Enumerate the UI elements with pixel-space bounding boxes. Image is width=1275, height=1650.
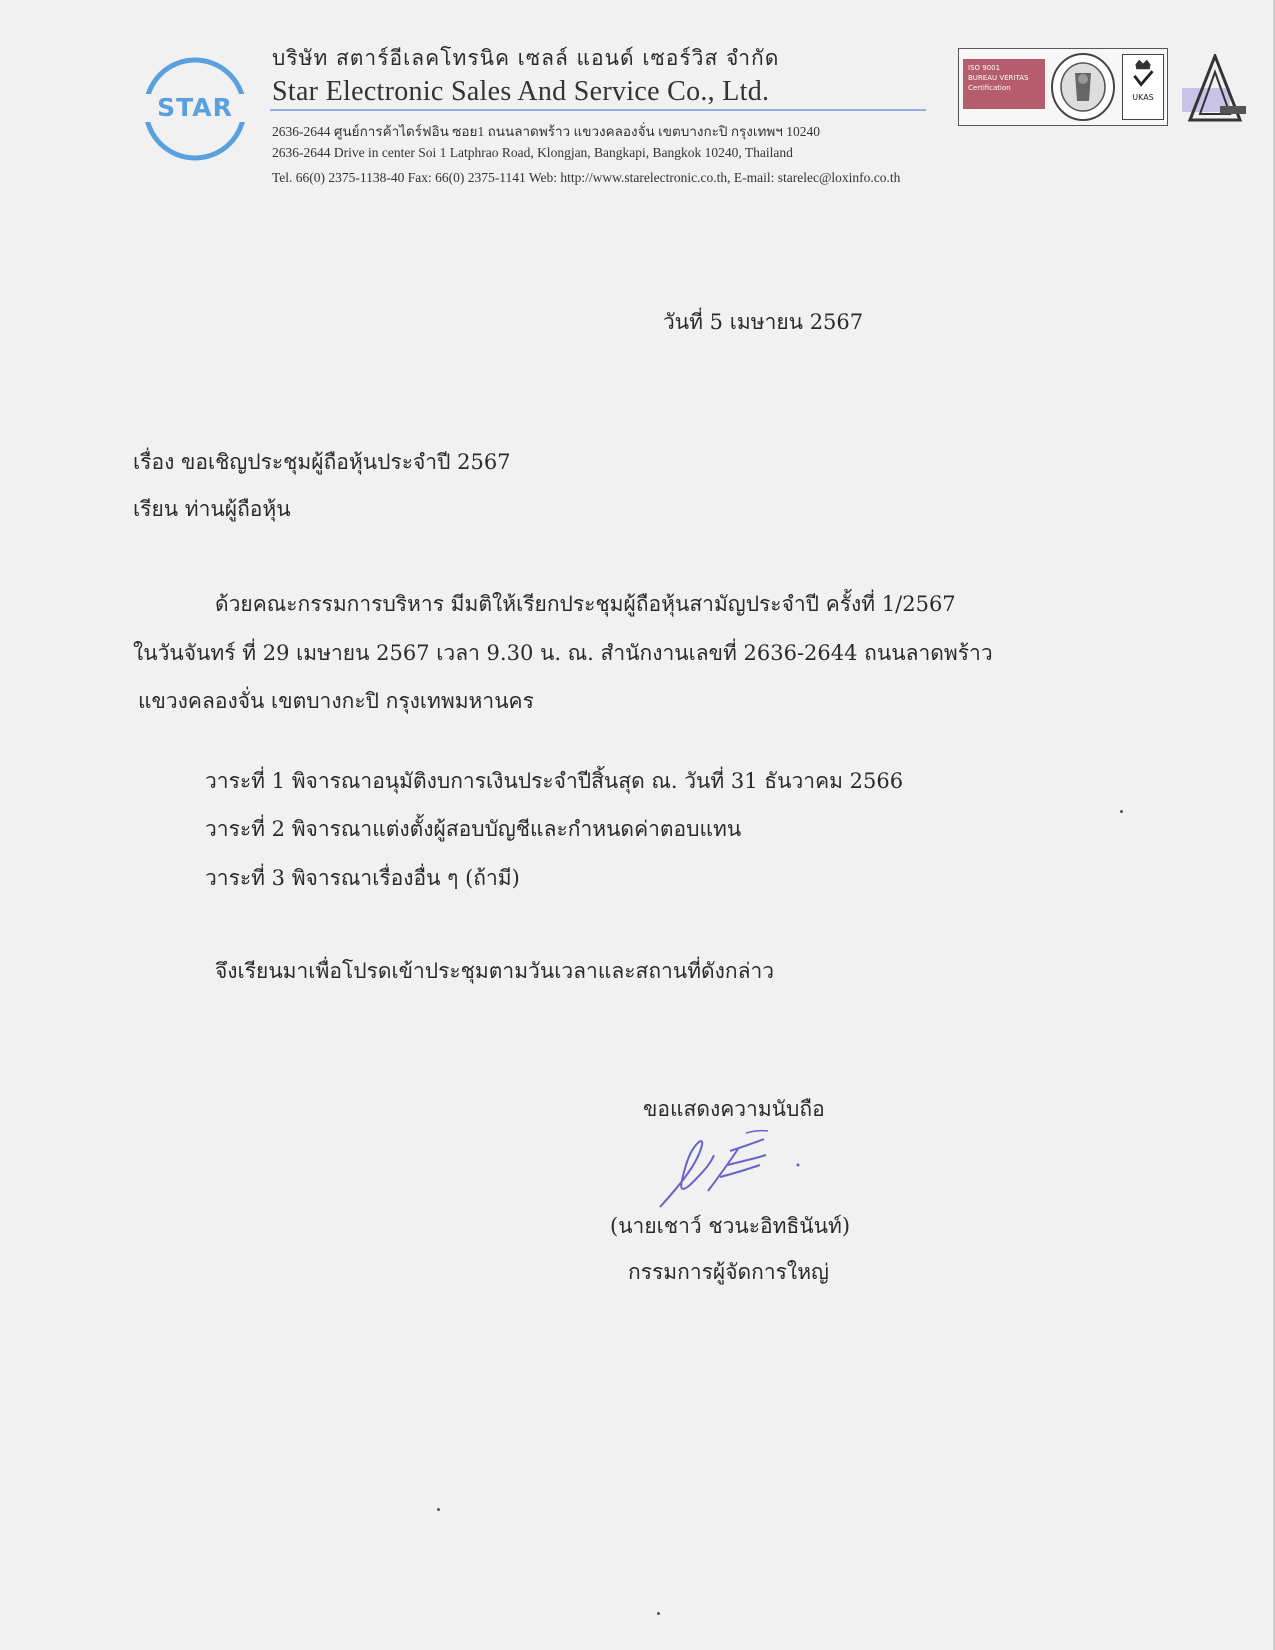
ukas-mark <box>1122 54 1164 120</box>
body-line-3: แขวงคลองจั่น เขตบางกะปิ กรุงเทพมหานคร <box>138 689 534 713</box>
scan-speck <box>437 1508 440 1511</box>
cert-line-3: Certification <box>968 84 1011 92</box>
closing-line: จึงเรียนมาเพื่อโปรดเข้าประชุมตามวันเวลาและสถานที่ดังกล่าว <box>215 959 775 983</box>
letter-salutation: เรียน ท่านผู้ถือหุ้น <box>133 497 291 521</box>
contact-line: Tel. 66(0) 2375-1138-40 Fax: 66(0) 2375-1141 Web: http://www.starelectronic.co.th, E-mail: starelec@loxinfo.co.th <box>272 170 901 185</box>
iso-label <box>963 59 1045 109</box>
agenda-item-3: วาระที่ 3 พิจารณาเรื่องอื่น ๆ (ถ้ามี) <box>205 866 520 890</box>
scan-speck <box>657 1612 660 1615</box>
body-line-1: ด้วยคณะกรรมการบริหาร มีมติให้เรียกประชุมผู้ถือหุ้นสามัญประจำปี ครั้งที่ 1/2567 <box>215 592 956 616</box>
letter-date: วันที่ 5 เมษายน 2567 <box>663 310 864 334</box>
crown-check-icon <box>1123 55 1163 93</box>
company-name-thai: บริษัท สตาร์อีเลคโทรนิค เซลล์ แอนด์ เซอร์วิส จำกัด <box>272 46 780 70</box>
header-rule <box>270 109 926 111</box>
body-line-2: ในวันจันทร์ ที่ 29 เมษายน 2567 เวลา 9.30 น. ณ. สำนักงานเลขที่ 2636-2644 ถนนลาดพร้าว <box>133 641 993 665</box>
triangle-mark-icon <box>1180 54 1250 124</box>
logo-text: STAR <box>157 93 233 122</box>
agenda-item-2: วาระที่ 2 พิจารณาแต่งตั้งผู้สอบบัญชีและกำหนดค่าตอบแทน <box>205 817 742 841</box>
company-name-english: Star Electronic Sales And Service Co., Ltd. <box>272 76 770 107</box>
cert-line-1: ISO 9001 <box>968 64 1001 72</box>
regards-line: ขอแสดงความนับถือ <box>643 1097 825 1121</box>
letter-subject: เรื่อง ขอเชิญประชุมผู้ถือหุ้นประจำปี 2567 <box>133 450 511 474</box>
signer-name: (นายเชาว์ ชวนะอิทธินันท์) <box>610 1214 851 1238</box>
address-english: 2636-2644 Drive in center Soi 1 Latphrao Road, Klongjan, Bangkapi, Bangkok 10240, Thailand <box>272 145 793 160</box>
signer-position: กรรมการผู้จัดการใหญ่ <box>628 1260 829 1284</box>
bureau-veritas-seal-icon <box>1049 51 1117 123</box>
ukas-label: UKAS <box>1132 93 1154 102</box>
scan-speck <box>1120 810 1123 813</box>
agenda-item-1: วาระที่ 1 พิจารณาอนุมัติงบการเงินประจำปีสิ้นสุด ณ. วันที่ 31 ธันวาคม 2566 <box>205 769 904 793</box>
handwritten-signature <box>650 1125 820 1215</box>
address-thai: 2636-2644 ศูนย์การค้าไดร์ฟอิน ซอย1 ถนนลาดพร้าว แขวงคลองจั่น เขตบางกะปิ กรุงเทพฯ 10240 <box>272 124 820 139</box>
certification-badge <box>958 48 1168 126</box>
cert-line-2: BUREAU VERITAS <box>968 74 1029 82</box>
star-logo-icon <box>140 54 250 164</box>
